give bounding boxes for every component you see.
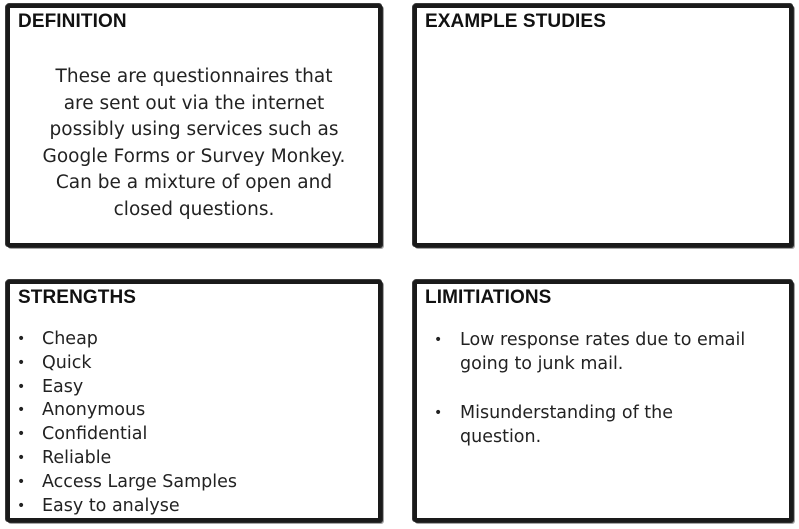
definition-line: These are questionnaires that xyxy=(55,66,333,87)
bullet-icon: • xyxy=(17,497,26,514)
bullet-icon: • xyxy=(17,402,26,419)
strength-item xyxy=(10,376,237,400)
bullet-icon: • xyxy=(17,354,26,371)
strength-item xyxy=(10,328,237,352)
limitation-line: going to junk mail. xyxy=(460,354,624,374)
definition-text xyxy=(14,64,374,223)
bullet-icon: • xyxy=(434,405,443,421)
strengths-card xyxy=(6,280,382,522)
strength-label: Easy xyxy=(42,376,84,397)
strength-item xyxy=(10,423,237,447)
limitation-item xyxy=(417,328,753,376)
strength-item xyxy=(10,352,237,376)
strength-label: Access Large Samples xyxy=(42,471,238,492)
example-studies-title: EXAMPLE STUDIES xyxy=(425,11,606,32)
definition-title: DEFINITION xyxy=(18,11,127,32)
bullet-icon: • xyxy=(17,449,26,466)
limitation-line: Low response rates due to email xyxy=(460,330,746,350)
strength-label: Anonymous xyxy=(42,400,146,421)
strengths-list xyxy=(10,328,237,518)
limitation-line: Misunderstanding of the xyxy=(460,403,674,423)
definition-card xyxy=(6,4,382,247)
limitations-card xyxy=(413,280,793,522)
strength-item xyxy=(10,399,237,423)
bullet-icon: • xyxy=(17,331,26,347)
strength-label: Easy to analyse xyxy=(42,495,180,516)
strength-item xyxy=(10,495,237,519)
definition-line: possibly using services such as xyxy=(49,119,339,140)
bullet-icon: • xyxy=(17,378,26,395)
strength-label: Cheap xyxy=(42,329,98,349)
strength-item xyxy=(10,471,237,495)
strength-label: Confidential xyxy=(42,424,148,445)
example-studies-card xyxy=(413,4,793,247)
bullet-icon: • xyxy=(17,426,26,443)
strength-label: Reliable xyxy=(42,447,112,468)
definition-line: closed questions. xyxy=(113,198,275,220)
strengths-title: STRENGTHS xyxy=(18,287,137,308)
definition-line: Can be a mixture of open and xyxy=(55,172,333,193)
bullet-icon: • xyxy=(434,332,443,348)
strength-item xyxy=(10,447,237,471)
limitation-line: question. xyxy=(460,427,542,447)
limitations-list xyxy=(417,328,753,474)
definition-line: are sent out via the internet xyxy=(63,92,325,114)
limitations-title: LIMITIATIONS xyxy=(425,287,552,308)
definition-line: Google Forms or Survey Monkey. xyxy=(42,145,346,167)
limitation-item xyxy=(417,401,753,449)
strength-label: Quick xyxy=(42,352,92,373)
bullet-icon: • xyxy=(17,473,26,490)
